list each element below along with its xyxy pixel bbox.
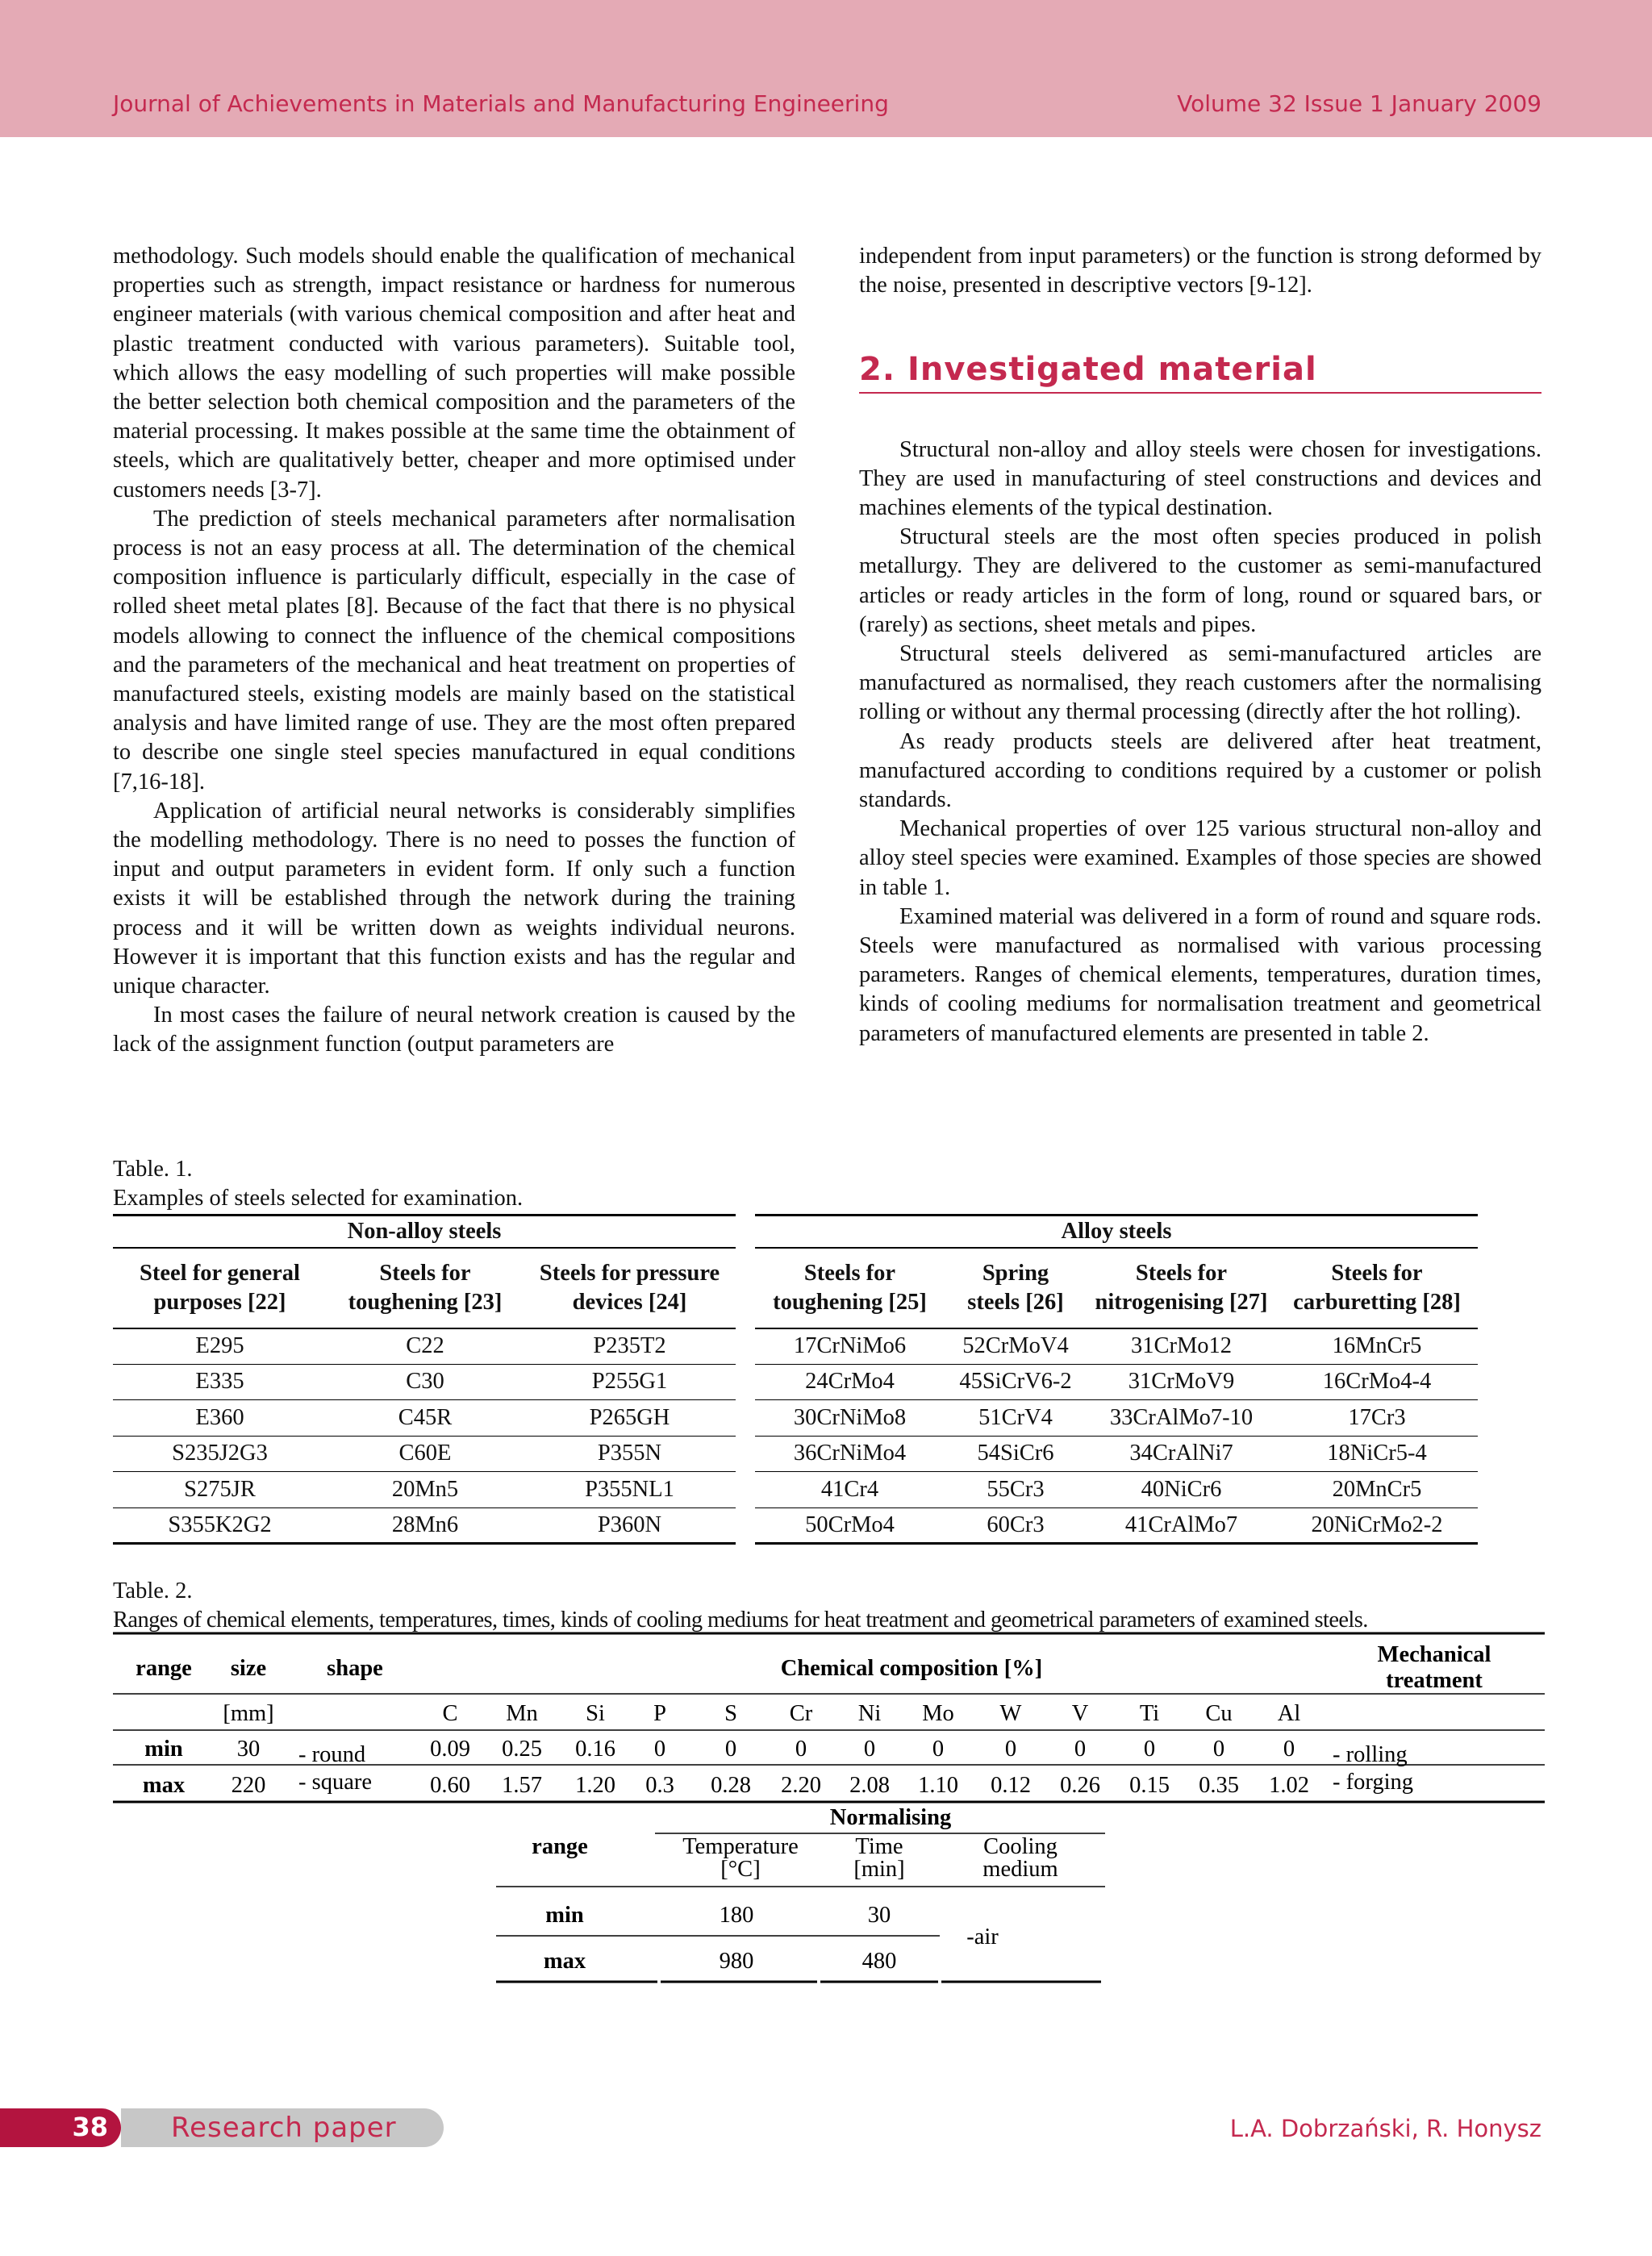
table2-min-value: 0.25: [502, 1737, 542, 1762]
table2-max-value: 0.26: [1060, 1773, 1100, 1798]
table2-max-value: 0.60: [430, 1773, 470, 1798]
table-cell: P355NL1: [524, 1472, 736, 1508]
table1-column-header: [1276, 1248, 1478, 1328]
table2-element-header: P: [653, 1701, 666, 1726]
table-cell: 41CrAlMo7: [1087, 1507, 1276, 1544]
paragraph: independent from input parameters) or the function is strong deformed by the noise, presented in descriptive vectors [9-12].: [859, 244, 1541, 298]
header-line: Steel for general: [140, 1260, 300, 1286]
table2-element-header: Cu: [1205, 1701, 1233, 1726]
paragraph: Examined material was delivered in a form of round and square rods. Steels were manufactured as normalised with various processing parameters. Ranges of chemical elements, temperatures, duration times, kinds of cooling mediums for normalisation treatment and geometrical parameters of manufactured elements are presented in table 2.: [859, 903, 1541, 1046]
table2-mech-forging: - forging: [1333, 1770, 1414, 1795]
table-cell: 45SiCrV6-2: [945, 1364, 1087, 1400]
header-line: purposes [22]: [153, 1289, 286, 1315]
table2-max-label: max: [142, 1773, 186, 1798]
table-row: [113, 1507, 1478, 1544]
table1-column-header: [755, 1248, 945, 1328]
authors: L.A. Dobrzański, R. Honysz: [1229, 2115, 1541, 2142]
table2-header-size: size: [230, 1656, 267, 1681]
table2-element-header: Ni: [857, 1701, 882, 1726]
norm-max-time: 480: [861, 1949, 897, 1974]
section-heading: [859, 351, 1541, 393]
header-line: Steels for: [379, 1260, 471, 1286]
volume-info: Volume 32 Issue 1 January 2009: [1177, 90, 1541, 117]
table-cell: P255G1: [524, 1364, 736, 1400]
table-cell: 17Cr3: [1276, 1400, 1478, 1437]
section-title: 2. Investigated material: [859, 351, 1317, 389]
header-line: Steels for: [1135, 1260, 1228, 1286]
table-cell: E295: [113, 1328, 327, 1365]
table-cell: P235T2: [524, 1328, 736, 1365]
table2-element-header: Cr: [789, 1701, 813, 1726]
header-line: toughening [23]: [348, 1289, 503, 1315]
header-line: nitrogenising [27]: [1095, 1289, 1268, 1315]
table-cell: 28Mn6: [327, 1507, 524, 1544]
table2-header-range: range: [136, 1656, 192, 1681]
table-row: [113, 1472, 1478, 1508]
table-row: [113, 1364, 1478, 1400]
paragraph: methodology. Such models should enable the qualification of mechanical properties such as strength, impact resistance or hardness for numerous engineer materials (with various chemical composition and after heat and plastic treatment conducted with various parameters). Suitable tool, which allows the easy modelling of such properties will make possible the better selection both chemical composition and the parameters of the material processing. It makes possible at the same time the obtainment of steels, which are qualitatively better, cheaper and more optimised under customers needs [3-7].: [113, 244, 795, 502]
table-cell: 31CrMo12: [1087, 1328, 1276, 1365]
table2-header-mechanical: Mechanical treatment: [1377, 1642, 1491, 1693]
header-line: devices [24]: [572, 1289, 687, 1315]
table-cell: C30: [327, 1364, 524, 1400]
table-row: [113, 1328, 1478, 1365]
table1-caption: [113, 1155, 523, 1213]
table-cell: C22: [327, 1328, 524, 1365]
paper-type: Research paper: [171, 2112, 397, 2144]
table2-element-header: Mn: [506, 1701, 538, 1726]
table2-min-value: 0: [1212, 1737, 1225, 1762]
norm-cool-header: Cooling: [983, 1834, 1058, 1859]
table2-min-value: 0: [724, 1737, 737, 1762]
header-line: carburetting [28]: [1293, 1289, 1461, 1315]
norm-time-header: Time: [855, 1834, 903, 1859]
norm-max-temp: 980: [719, 1949, 754, 1974]
table-cell: 33CrAlMo7-10: [1087, 1400, 1276, 1437]
table2-max-value: 0.15: [1129, 1773, 1170, 1798]
table-cell: 17CrNiMo6: [755, 1328, 945, 1365]
table2-max-value: 1.57: [502, 1773, 542, 1798]
journal-header: [0, 0, 1652, 137]
norm-temp-header: Temperature: [682, 1834, 799, 1859]
table-cell: C60E: [327, 1436, 524, 1472]
table2-max-value: 0.35: [1199, 1773, 1239, 1798]
paragraph: Application of artificial neural networks is considerably simplifies the modelling methodology. There is no need to posses the function of input and output parameters in evident form. If only such a function exists it will be established through the network during the training process and it will be written down as weights individual neurons. However it is important that this function exists and has the regular and unique character.: [113, 798, 795, 999]
table-cell: 16CrMo4-4: [1276, 1364, 1478, 1400]
paragraph: Structural non-alloy and alloy steels were chosen for investigations. They are used in manufacturing of steel constructions and devices and machines elements of the typical destination.: [859, 436, 1541, 521]
header-line: Steels for pressure: [539, 1260, 720, 1286]
table2-element-header: Si: [586, 1701, 605, 1726]
table-cell: P355N: [524, 1436, 736, 1472]
paragraph: As ready products steels are delivered after heat treatment, manufactured according to conditions required by a customer or polish standards.: [859, 728, 1541, 813]
table2-min-value: 0.16: [575, 1737, 615, 1762]
table2-min-label: min: [144, 1737, 183, 1762]
norm-cooling-medium: -air: [966, 1924, 999, 1950]
table-cell: S275JR: [113, 1472, 327, 1508]
table2-min-value: 0: [1004, 1737, 1017, 1762]
table2-min-value: 0.09: [430, 1737, 470, 1762]
table2-element-header: Al: [1277, 1701, 1301, 1726]
table-cell: E360: [113, 1400, 327, 1437]
norm-min-temp: 180: [719, 1903, 754, 1928]
table-cell: 30CrNiMo8: [755, 1400, 945, 1437]
table2-min-value: 0: [932, 1737, 945, 1762]
table1-column-header: [524, 1248, 736, 1328]
right-column: [859, 242, 1541, 1049]
paragraph: Structural steels are the most often species produced in polish metallurgy. They are delivered to the customer as semi-manufactured articles or ready articles in the form of long, round or squared bars, or (rarely) as sections, sheet metals and pipes.: [859, 524, 1541, 637]
table2-shape-round: - round: [298, 1742, 366, 1767]
paper-type-tab: [121, 2108, 444, 2147]
norm-temp-unit: [°C]: [720, 1857, 761, 1882]
header-line: Steels for: [803, 1260, 896, 1286]
table1-column-header: [327, 1248, 524, 1328]
paragraph: Mechanical properties of over 125 various structural non-alloy and alloy steel species were examined. Examples of those species are showed in table 1.: [859, 816, 1541, 900]
table-cell: 24CrMo4: [755, 1364, 945, 1400]
table-cell: S235J2G3: [113, 1436, 327, 1472]
table-cell: 52CrMoV4: [945, 1328, 1087, 1365]
table2-min-size: 30: [236, 1737, 261, 1762]
journal-title: Journal of Achievements in Materials and Manufacturing Engineering: [113, 90, 889, 117]
table2-max-value: 0.28: [711, 1773, 751, 1798]
table1-label: Table. 1.: [113, 1157, 193, 1182]
table2-unit-size: [mm]: [223, 1701, 274, 1726]
left-column: [113, 242, 795, 1060]
table-row: [113, 1400, 1478, 1437]
table2-caption-text: Ranges of chemical elements, temperatures, times, kinds of cooling mediums for heat treatment and geometrical parameters of examined steels.: [113, 1608, 1368, 1633]
table2-element-header: V: [1071, 1701, 1089, 1726]
table2-element-header: Ti: [1139, 1701, 1160, 1726]
table2-max-value: 1.20: [575, 1773, 615, 1798]
table-cell: 36CrNiMo4: [755, 1436, 945, 1472]
norm-title: Normalising: [829, 1805, 952, 1830]
table-cell: 55Cr3: [945, 1472, 1087, 1508]
table2-element-header: Mo: [922, 1701, 954, 1726]
table2-max-value: 2.08: [849, 1773, 890, 1798]
table2-element-header: W: [999, 1701, 1022, 1726]
table-cell: 54SiCr6: [945, 1436, 1087, 1472]
table2-header-chemical: Chemical composition [%]: [780, 1656, 1043, 1681]
table2-min-value: 0: [653, 1737, 666, 1762]
table2-min-value: 0: [1283, 1737, 1295, 1762]
table2-max-value: 2.20: [781, 1773, 821, 1798]
table-cell: 18NiCr5-4: [1276, 1436, 1478, 1472]
table2-mech-rolling: - rolling: [1333, 1742, 1408, 1767]
table2-caption: [113, 1577, 1368, 1635]
table1-column-header: [945, 1248, 1087, 1328]
table-cell: 16MnCr5: [1276, 1328, 1478, 1365]
page-number: 38: [72, 2112, 108, 2142]
table-row: [113, 1436, 1478, 1472]
norm-min-label: min: [545, 1903, 584, 1928]
table-cell: S355K2G2: [113, 1507, 327, 1544]
table-cell: 34CrAlNi7: [1087, 1436, 1276, 1472]
table-cell: 20MnCr5: [1276, 1472, 1478, 1508]
table2-max-size: 220: [231, 1773, 266, 1798]
norm-range-header: range: [532, 1834, 588, 1859]
table-cell: E335: [113, 1364, 327, 1400]
table1: [113, 1214, 1478, 1545]
table-cell: P265GH: [524, 1400, 736, 1437]
table1-caption-text: Examples of steels selected for examination.: [113, 1186, 524, 1211]
norm-time-unit: [min]: [853, 1857, 905, 1882]
table2-min-value: 0: [863, 1737, 876, 1762]
table-cell: 40NiCr6: [1087, 1472, 1276, 1508]
page-number-tab: [0, 2108, 121, 2147]
table-cell: 60Cr3: [945, 1507, 1087, 1544]
norm-max-label: max: [543, 1949, 586, 1974]
header-line: steels [26]: [967, 1289, 1064, 1315]
table-cell: 41Cr4: [755, 1472, 945, 1508]
table2-max-value: 0.12: [991, 1773, 1031, 1798]
table2-shape-square: - square: [298, 1770, 372, 1795]
paragraph: The prediction of steels mechanical parameters after normalisation process is not an easy process at all. The determination of the chemical composition influence is particularly difficult, especially in the case of rolled sheet metal plates [8]. Because of the fact that there is no physical models allowing to connect the influence of the chemical compositions and the parameters of the mechanical and heat treatment on properties of manufactured steels, existing models are mainly based on the statistical analysis and have limited range of use. They are the most often prepared to describe one single steel species manufactured in equal conditions [7,16-18].: [113, 506, 795, 794]
table2-min-value: 0: [1074, 1737, 1087, 1762]
table2-max-value: 1.02: [1269, 1773, 1309, 1798]
table-cell: P360N: [524, 1507, 736, 1544]
paragraph: In most cases the failure of neural network creation is caused by the lack of the assignment function (output parameters are: [113, 1003, 795, 1057]
table2-min-value: 0: [1143, 1737, 1156, 1762]
table-cell: 20Mn5: [327, 1472, 524, 1508]
table-cell: 50CrMo4: [755, 1507, 945, 1544]
table-cell: 31CrMoV9: [1087, 1364, 1276, 1400]
table1-group-alloy: Alloy steels: [755, 1216, 1478, 1248]
table2-min-value: 0: [795, 1737, 807, 1762]
table2-element-header: C: [442, 1701, 458, 1726]
table-cell: 20NiCrMo2-2: [1276, 1507, 1478, 1544]
table1-column-header: [1087, 1248, 1276, 1328]
header-line: Steels for: [1331, 1260, 1423, 1286]
table2: [0, 1629, 1652, 2008]
table2-label: Table. 2.: [113, 1578, 193, 1603]
paragraph: Structural steels delivered as semi-manufactured articles are manufactured as normalised, they reach customers after the normalising rolling or without any thermal processing (directly after the hot rolling).: [859, 641, 1541, 725]
norm-min-time: 30: [867, 1903, 891, 1928]
header-line: toughening [25]: [773, 1289, 927, 1315]
table-cell: C45R: [327, 1400, 524, 1437]
header-line: Spring: [982, 1260, 1049, 1286]
table-cell: 51CrV4: [945, 1400, 1087, 1437]
table2-max-value: 1.10: [918, 1773, 958, 1798]
table2-header-shape: shape: [327, 1656, 383, 1681]
table2-element-header: S: [724, 1701, 737, 1726]
norm-cool-header: medium: [982, 1857, 1058, 1882]
table2-max-value: 0.3: [645, 1773, 674, 1798]
table1-group-nonalloy: Non-alloy steels: [113, 1216, 736, 1248]
table1-column-header: [113, 1248, 327, 1328]
